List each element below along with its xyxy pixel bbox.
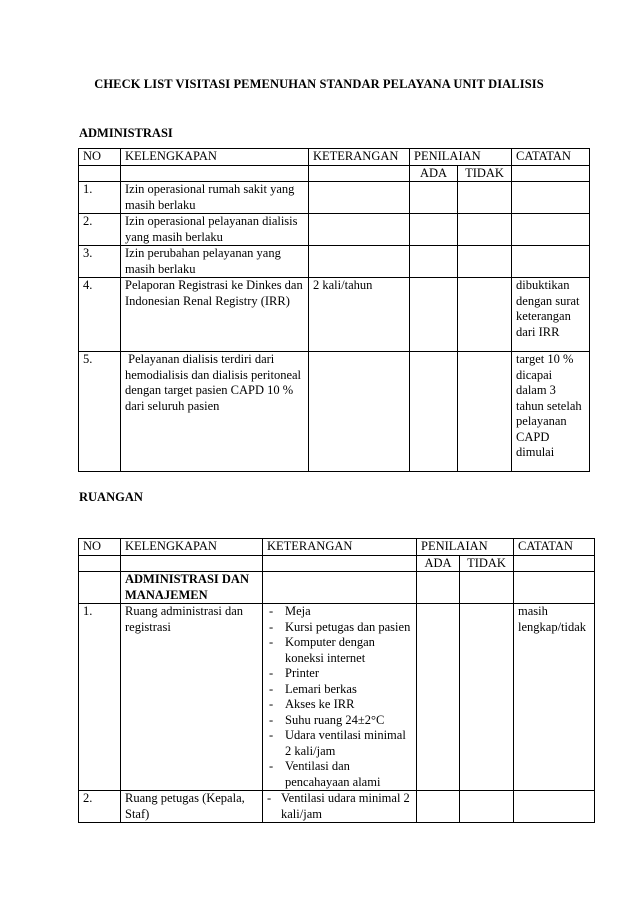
row-kelengkapan: Izin perubahan pelayanan yang masih berlaku — [121, 246, 309, 278]
header-penilaian: PENILAIAN — [410, 149, 512, 166]
list-item: - Printer — [269, 666, 320, 680]
row-no: 2. — [79, 791, 121, 823]
row-no: 5. — [79, 352, 121, 472]
table-row — [79, 352, 590, 472]
list-item: - Suhu ruang 24±2°C — [269, 712, 385, 727]
table-header-row — [79, 149, 590, 166]
row-keterangan: 2 kali/tahun — [309, 278, 410, 352]
row-ada-cell[interactable] — [410, 182, 458, 214]
row-ada-cell[interactable] — [417, 791, 460, 823]
header-no: NO — [79, 539, 121, 556]
section-administrasi-heading: ADMINISTRASI — [79, 126, 173, 140]
header-ada: ADA — [410, 165, 458, 182]
list-item: - Meja — [269, 604, 311, 618]
row-keterangan — [263, 604, 417, 791]
row-keterangan — [309, 246, 410, 278]
header-catatan: CATATAN — [512, 149, 590, 166]
row-ada-cell[interactable] — [410, 352, 458, 472]
header-kelengkapan: KELENGKAPAN — [121, 149, 309, 166]
row-kelengkapan: Izin operasional rumah sakit yang masih berlaku — [121, 182, 309, 214]
list-item: - Lemari berkas — [269, 681, 357, 696]
row-keterangan — [309, 182, 410, 214]
keterangan-list — [267, 604, 412, 790]
row-tidak-cell[interactable] — [458, 182, 512, 214]
administrasi-table — [78, 148, 590, 472]
row-kelengkapan: Pelaporan Registrasi ke Dinkes dan Indonesian Renal Registry (IRR) — [121, 278, 309, 352]
row-no: 1. — [79, 604, 121, 791]
row-catatan — [514, 791, 595, 823]
table-row — [79, 791, 595, 823]
row-keterangan — [263, 791, 417, 823]
header-catatan: CATATAN — [514, 539, 595, 556]
row-catatan: masih lengkap/tidak — [514, 604, 595, 791]
row-tidak-cell[interactable] — [458, 352, 512, 472]
list-item: - Komputer dengan koneksi internet — [269, 635, 375, 665]
keterangan-list — [267, 791, 412, 822]
row-ada-cell[interactable] — [410, 246, 458, 278]
row-ada-cell[interactable] — [410, 214, 458, 246]
row-catatan — [512, 246, 590, 278]
list-item: - Ventilasi udara minimal 2 kali/jam — [267, 791, 410, 821]
row-keterangan — [309, 352, 410, 472]
table-subheader-row — [79, 165, 590, 182]
ruangan-table — [78, 538, 595, 823]
row-catatan — [512, 182, 590, 214]
row-tidak-cell[interactable] — [458, 246, 512, 278]
row-no: 2. — [79, 214, 121, 246]
row-keterangan — [309, 214, 410, 246]
row-kelengkapan: Pelayanan dialisis terdiri dari hemodialisis dan dialisis peritoneal dengan target pasien CAPD 10 % dari seluruh pasien — [121, 352, 309, 472]
row-tidak-cell[interactable] — [460, 604, 514, 791]
subheading-administrasi-manajemen: ADMINISTRASI DAN MANAJEMEN — [121, 572, 263, 604]
table-row — [79, 246, 590, 278]
row-tidak-cell[interactable] — [460, 791, 514, 823]
row-no: 4. — [79, 278, 121, 352]
list-item: - Ventilasi dan pencahayaan alami — [269, 759, 381, 789]
row-catatan: target 10 % dicapai dalam 3 tahun setelah pelayanan CAPD dimulai — [512, 352, 590, 472]
table-row — [79, 214, 590, 246]
list-item: - Akses ke IRR — [269, 697, 355, 711]
header-tidak: TIDAK — [458, 165, 512, 182]
table-subheader-row — [79, 555, 595, 572]
row-catatan — [512, 214, 590, 246]
list-item: - Udara ventilasi minimal 2 kali/jam — [269, 728, 406, 758]
row-catatan: dibuktikan dengan surat keterangan dari IRR — [512, 278, 590, 352]
table-subheading-row — [79, 572, 595, 604]
header-keterangan: KETERANGAN — [263, 539, 417, 556]
table-row — [79, 278, 590, 352]
row-kelengkapan: Izin operasional pelayanan dialisis yang masih berlaku — [121, 214, 309, 246]
header-kelengkapan: KELENGKAPAN — [121, 539, 263, 556]
list-item: - Kursi petugas dan pasien — [269, 619, 411, 634]
row-ada-cell[interactable] — [417, 604, 460, 791]
header-no: NO — [79, 149, 121, 166]
header-penilaian: PENILAIAN — [417, 539, 514, 556]
table-header-row — [79, 539, 595, 556]
row-tidak-cell[interactable] — [458, 214, 512, 246]
header-tidak: TIDAK — [460, 555, 514, 572]
row-no: 1. — [79, 182, 121, 214]
page-title: CHECK LIST VISITASI PEMENUHAN STANDAR PELAYANA UNIT DIALISIS — [94, 77, 544, 91]
table-row — [79, 182, 590, 214]
table-row — [79, 604, 595, 791]
row-kelengkapan: Ruang administrasi dan registrasi — [121, 604, 263, 791]
row-ada-cell[interactable] — [410, 278, 458, 352]
header-ada: ADA — [417, 555, 460, 572]
section-ruangan-heading: RUANGAN — [79, 490, 143, 504]
row-kelengkapan: Ruang petugas (Kepala, Staf) — [121, 791, 263, 823]
row-tidak-cell[interactable] — [458, 278, 512, 352]
row-no: 3. — [79, 246, 121, 278]
header-keterangan: KETERANGAN — [309, 149, 410, 166]
